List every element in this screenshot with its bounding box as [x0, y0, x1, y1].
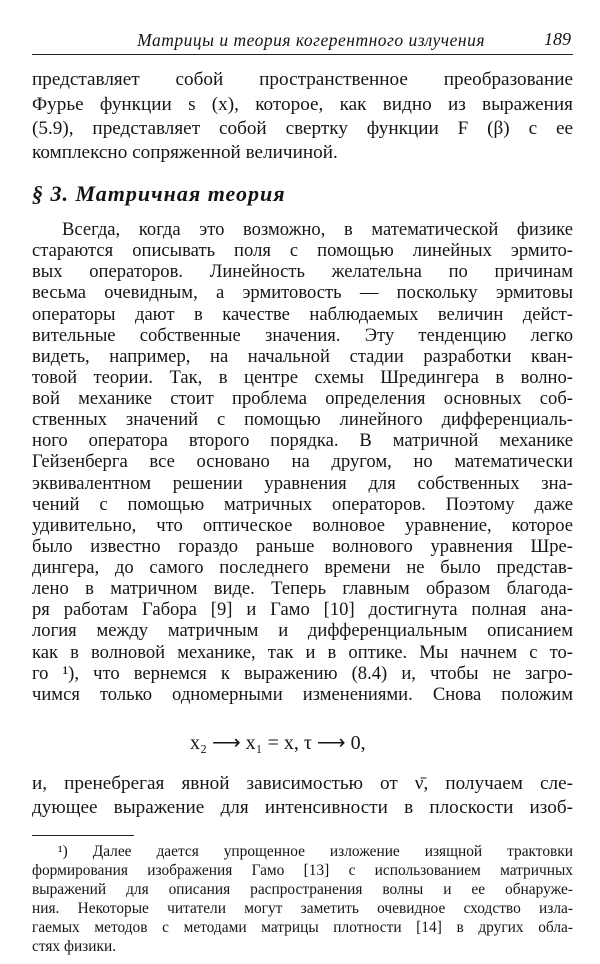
text-line: ного оператора второго порядка. В матричной механике	[32, 430, 573, 451]
text-line: го ¹), что вернемся к выражению (8.4) и, чтобы не загро-	[32, 663, 573, 684]
text-line: ря работам Габора [9] и Гамо [10] достигнута полная ана-	[32, 599, 573, 620]
text-line: ственных значений с помощью линейного дифференциаль-	[32, 409, 573, 430]
text-line: видеть, например, на начальной стадии разработки кван-	[32, 346, 573, 367]
text-line: Всегда, когда это возможно, в математической физике	[62, 219, 573, 240]
footnote-divider	[32, 835, 134, 836]
text-line: чений с помощью матричных операторов. Поэтому даже	[32, 494, 573, 515]
footnote-line: ¹) Далее дается упрощенное изложение изящной трактовки	[58, 843, 573, 860]
text-line: эквивалентном решении уравнения для собственных зна-	[32, 473, 573, 494]
text-line: представляет собой пространственное преобразование	[32, 69, 573, 90]
text-line: операторы дают в качестве наблюдаемых величин дейст-	[32, 304, 573, 325]
text-line: дингера, до самого последнего времени не было представ-	[32, 557, 573, 578]
text-line: лено в матричном виде. Теперь главным образом благода-	[32, 578, 573, 599]
text-line: дующее выражение для интенсивности в плоскости изоб-	[32, 797, 573, 818]
text-line: Фурье функции s (x), которое, как видно из выражения	[32, 94, 573, 115]
text-line: Гейзенберга все основано на другом, но математически	[32, 451, 573, 472]
text-line: как в волновой механике, так и в оптике. Мы начнем с то-	[32, 642, 573, 663]
footnote-line: выражений для описания распространения волны и ее обнаруже-	[32, 881, 573, 898]
text-line: товой теории. Так, в центре схемы Шредингера в волно-	[32, 367, 573, 388]
text-line: (5.9), представляет собой свертку функции F (β) с ее	[32, 118, 573, 139]
math-formula: x₂ ⟶ x₁ = x, τ ⟶ 0,	[190, 732, 366, 754]
text-line: и, пренебрегая явной зависимостью от ν̄, получаем сле-	[32, 773, 573, 794]
running-header	[32, 26, 573, 55]
footnote-line: формирования изображения Гамо [13] с использованием матричных	[32, 862, 573, 879]
text-line: было известно гораздо раньше волнового уравнения Шре-	[32, 536, 573, 557]
text-line: комплексно сопряженной величиной.	[32, 142, 338, 163]
text-line: весьма очевидным, а эрмитовость — поскольку эрмитовы	[32, 282, 573, 303]
text-line: вых операторов. Линейность желательна по причинам	[32, 261, 573, 282]
text-line: чимся только одномерными изменениями. Снова положим	[32, 684, 573, 705]
text-line: вительные собственные значения. Эту тенденцию легко	[32, 325, 573, 346]
text-line: стараются описывать поля с помощью линейных эрмито-	[32, 240, 573, 261]
text-line: вой механике стоит проблема определения основных соб-	[32, 388, 573, 409]
text-line: удивительно, что оптическое волновое уравнение, которое	[32, 515, 573, 536]
footnote-line: гаемых методов с методами матрицы плотности [14] в других обла-	[32, 919, 573, 936]
footnote-line: ния. Некоторые читатели могут заметить очевидное сходство изла-	[32, 900, 573, 917]
footnote-line: стях физики.	[32, 938, 117, 955]
section-heading: § 3. Матричная теория	[32, 181, 286, 206]
page-number: 189	[544, 29, 571, 49]
running-title: Матрицы и теория когерентного излучения	[137, 30, 485, 50]
text-line: логия между матричным и дифференциальным описанием	[32, 620, 573, 641]
